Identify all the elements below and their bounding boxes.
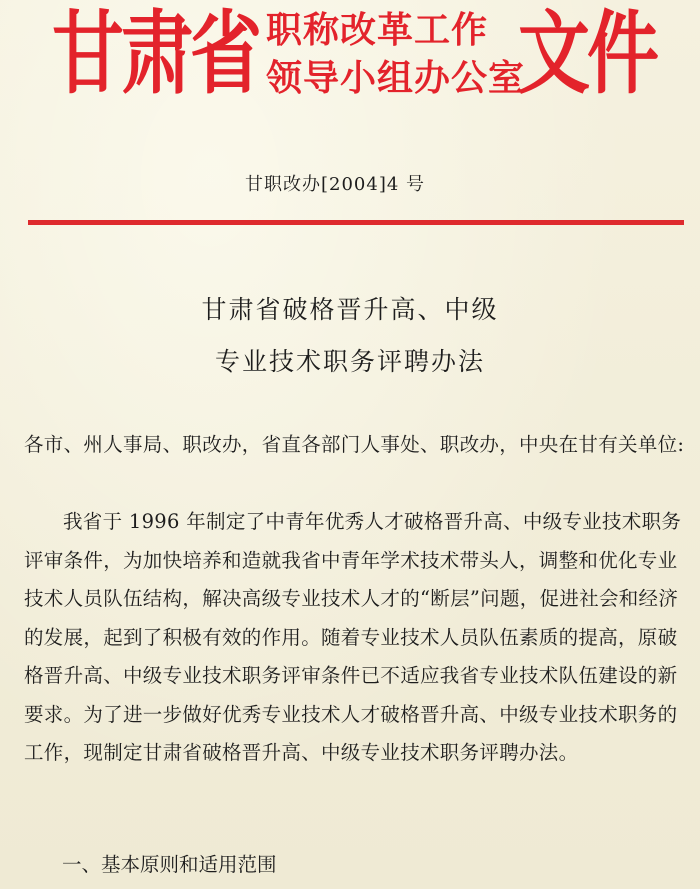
masthead-office-line1: 职称改革工作 [266, 9, 489, 51]
masthead [0, 0, 700, 120]
masthead-province: 甘肃省 [52, 0, 260, 106]
section-heading: 一、基本原则和适用范围 [62, 853, 277, 876]
masthead-document: 文件 [518, 0, 657, 106]
salutation: 各市、州人事局、职改办，省直各部门人事处、职改办，中央在甘有关单位: [24, 433, 685, 456]
document-title-line2: 专业技术职务评聘办法 [214, 347, 485, 376]
document-title-line1: 甘肃省破格晋升高、中级 [201, 295, 499, 324]
document-number: 甘职改办[2004]4 号 [245, 174, 426, 195]
masthead-office-line2: 领导小组办公室 [266, 57, 526, 99]
red-divider-line [28, 220, 684, 225]
body-paragraph: 我省于 1996 年制定了中青年优秀人才破格晋升高、中级专业技术职务评审条件，为加快培养和造就我省中青年学术技术带头人，调整和优化专业技术人员队伍结构，解决高级专业技术人才的“断层”问题，促进社会和经济的发展，起到了积极有效的作用。随着专业技术人员队伍素质的提高，原破格晋升高、中级专业技术职务评审条件已不适应我省专业技术队伍建设的新要求。为了进一步做好优秀专业技术人才破格晋升高、中级专业技术职务的工作，现制定甘肃省破格晋升高、中级专业技术职务评聘办法。 [24, 510, 682, 764]
